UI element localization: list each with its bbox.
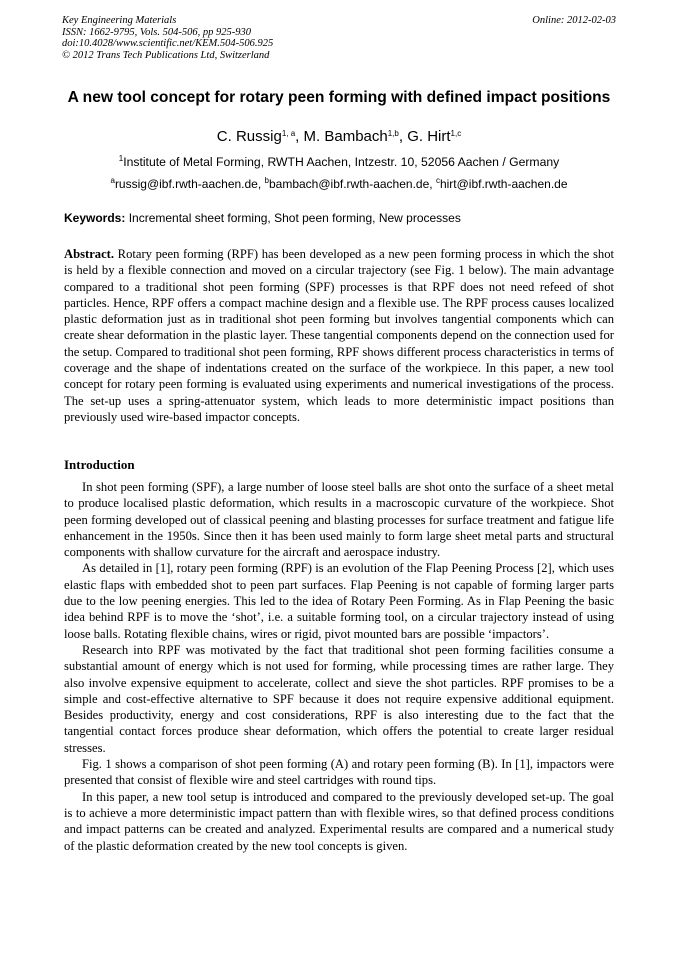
email-address[interactable]: bambach@ibf.rwth-aachen.de — [268, 177, 430, 191]
author-separator: , — [295, 128, 304, 145]
keywords-line — [64, 211, 618, 226]
author-name: C. Russig — [216, 128, 282, 145]
paper-title: A new tool concept for rotary peen forming with defined impact positions — [67, 89, 611, 106]
email-separator: , — [257, 177, 265, 191]
author-affiliation-mark: 1,c — [450, 129, 462, 138]
doi-line: doi:10.4028/www.scientific.net/KEM.504-506.925 — [62, 38, 274, 49]
journal-header — [62, 15, 616, 61]
issn-line: ISSN: 1662-9795, Vols. 504-506, pp 925-930 — [62, 26, 251, 38]
paragraph: As detailed in [1], rotary peen forming (RPF) is an evolution of the Flap Peening Process [2], which uses elastic flaps with embedded shot to peen part surfaces. Flap Peening is not capable of forming larger parts due to the low peening energies. This led to the idea of Rotary Peen Forming. As in Flap Peening the basic idea behind RPF is to move the ‘shot’, i.e. a suitable forming tool, on a circular trajectory instead of using loose balls. Rotating flexible chains, wires or rigid, pivot mounted bars are possible ‘impactors’. — [64, 561, 614, 641]
keywords-label: Keywords: — [64, 211, 126, 225]
journal-name: Key Engineering Materials — [62, 15, 177, 26]
abstract-text: Rotary peen forming (RPF) has been developed as a new peen forming process in which the shot is held by a flexible connection and moved on a circular trajectory (see Fig. 1 below). The main advantage compared to a traditional shot peen forming (SPF) processes is that RPF does not need refeed of shot particles. Hence, RPF offers a compact machine design and a flexible use. The RPF process causes localized plastic deformation just as in traditional shot peen forming but involves tangential components which can create shear deformation in the plastic layer. These tangential components depend on the connection used for the setup. Compared to traditional shot peen forming, RPF shows different process characteristics in terms of coverage and the shape of indentations created on the surface of the workpiece. In this paper, a new tool concept for rotary peen forming is evaluated using experiments and numerical investigations of the process. The set-up uses a spring-attenuator system, which leads to more deterministic impact positions than previously used wire-based impactor concepts. — [64, 247, 614, 424]
affiliation-text: Institute of Metal Forming, RWTH Aachen, Intzestr. 10, 52056 Aachen / Germany — [123, 155, 560, 169]
email-list — [62, 177, 616, 192]
email-address[interactable]: hirt@ibf.rwth-aachen.de — [439, 177, 568, 191]
email-mark: c — [435, 176, 440, 185]
author-name: G. Hirt — [407, 128, 451, 145]
keywords-text: Incremental sheet forming, Shot peen forming, New processes — [125, 211, 461, 225]
copyright-line: © 2012 Trans Tech Publications Ltd, Switzerland — [62, 49, 270, 61]
author-separator: , — [398, 128, 408, 145]
introduction-body — [64, 479, 614, 854]
author-list — [62, 127, 616, 146]
author-affiliation-mark: 1, a — [281, 129, 296, 138]
affiliation-mark: 1 — [118, 154, 124, 163]
email-mark: a — [110, 176, 115, 185]
author-name: M. Bambach — [303, 128, 388, 145]
paragraph: In shot peen forming (SPF), a large number of loose steel balls are shot onto the surface of a sheet metal to produce localised plastic deformation, which results in a macroscopic curvature of the workpiece. Shot peen forming developed out of classical peening and blasting processes for surface treatment and fatigue life enhancement in the 1950s. Since then it has been used mainly to form large sheet metal parts and structural components with shallow curvature for the aircraft and aerospace industry. — [64, 480, 614, 560]
abstract-label: Abstract. — [64, 247, 115, 261]
paragraph: Fig. 1 shows a comparison of shot peen forming (A) and rotary peen forming (B). In [1], impactors were presented that consist of flexible wire and steel cartridges with round tips. — [64, 757, 614, 788]
author-affiliation-mark: 1,b — [387, 129, 399, 138]
email-mark: b — [264, 176, 269, 185]
paragraph: Research into RPF was motivated by the fact that traditional shot peen forming facilities consume a substantial amount of energy which is not used for forming, while processing times are rather large. They also involve expensive equipment to accelerate, collect and sieve the shot particles. RPF promises to be a simple and cost-effective alternative to SPF because it does not require expensive additional equipment. Besides productivity, energy and cost considerations, RPF is also interesting due to the fact that the tangential contact forces produce shear deformation, which offers the potential to create larger residual stresses. — [64, 642, 614, 755]
abstract — [64, 246, 614, 425]
section-heading-introduction: Introduction — [64, 457, 135, 472]
affiliation — [62, 155, 616, 170]
online-date: Online: 2012-02-03 — [532, 15, 616, 26]
paragraph: In this paper, a new tool setup is introduced and compared to the previously developed set-up. The goal is to achieve a more deterministic impact pattern than with flexible wires, so that defined process conditions and impact patterns can be created and analyzed. Experimental results are compared and a numerical study of the plastic deformation created by the new tool concepts is given. — [64, 789, 614, 853]
email-separator: , — [429, 177, 436, 191]
email-address[interactable]: russig@ibf.rwth-aachen.de — [114, 177, 258, 191]
